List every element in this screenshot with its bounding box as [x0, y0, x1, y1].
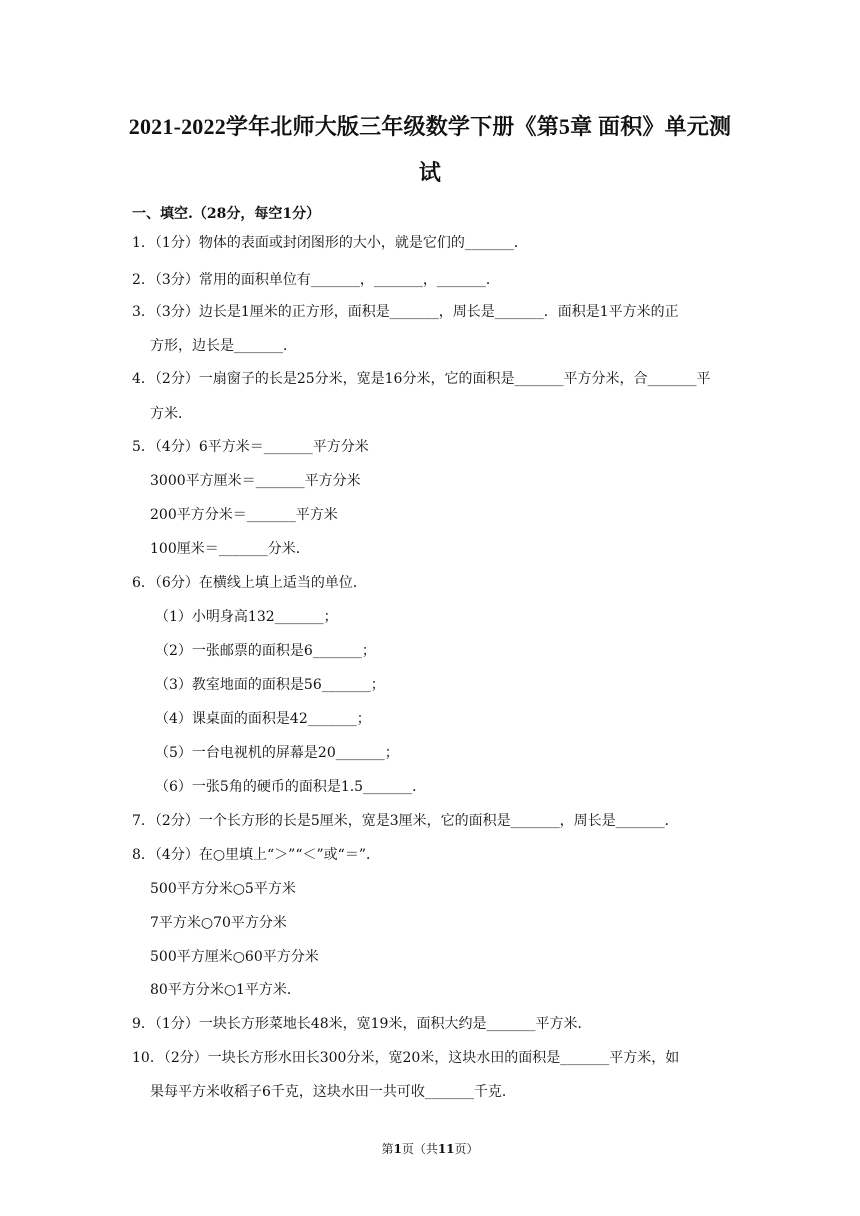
question-line: （4）课桌面的面积是42_______； [155, 711, 371, 727]
question-line: 9．（1分）一块长方形菜地长48米，宽19米，面积大约是_______平方米． [132, 1016, 592, 1032]
document-title: 2021-2022学年北师大版三年级数学下册《第5章 面积》单元测试 [128, 114, 732, 185]
question-line: 8．（4分）在○里填上“＞”“＜”或“＝”． [132, 847, 380, 863]
question-line: 7．（2分）一个长方形的长是5厘米，宽是3厘米，它的面积是_______，周长是_______． [132, 813, 679, 829]
section-heading: 一、填空.（28分，每空1分） [132, 206, 321, 222]
footer-page-number: 1 [393, 1142, 402, 1156]
question-line: 方米． [150, 406, 192, 422]
question-line: （2）一张邮票的面积是6_______； [155, 643, 376, 659]
question-line: （5）一台电视机的屏幕是20_______； [155, 745, 399, 761]
question-line: 果每平方米收稻子6千克，这块水田一共可收_______千克． [150, 1084, 516, 1100]
footer-suffix: 页） [454, 1142, 479, 1156]
question-line: 7平方米○70平方分米 [150, 915, 287, 931]
question-line: 方形，边长是_______． [150, 338, 297, 354]
footer-prefix: 第 [381, 1142, 394, 1156]
question-line: 500平方分米○5平方米 [150, 881, 296, 897]
question-line: 500平方厘米○60平方分米 [150, 949, 319, 965]
question-line: 100厘米＝_______分米． [150, 541, 310, 557]
page-footer [0, 1140, 860, 1157]
question-line: 3．（3分）边长是1厘米的正方形，面积是_______，周长是_______．面积是1平方米的正 [132, 304, 679, 320]
question-line: 200平方分米＝_______平方米 [150, 507, 338, 523]
question-line: （3）教室地面的面积是56_______； [155, 677, 385, 693]
question-line: 2．（3分）常用的面积单位有_______，_______，_______． [132, 272, 500, 288]
question-line: 4．（2分）一扇窗子的长是25分米，宽是16分米，它的面积是_______平方分米，合_______平 [132, 371, 711, 387]
question-line: （1）小明身高132_______； [155, 609, 338, 625]
question-line: （6）一张5角的硬币的面积是1.5_______． [155, 779, 427, 795]
footer-middle: 页（共 [401, 1142, 438, 1156]
question-line: 6．（6分）在横线上填上适当的单位． [132, 575, 367, 591]
question-line: 80平方分米○1平方米． [150, 982, 301, 998]
question-line: 5．（4分）6平方米＝_______平方分米 [132, 439, 369, 455]
footer-total-pages: 11 [437, 1142, 455, 1156]
question-line: 1．（1分）物体的表面或封闭图形的大小，就是它们的_______． [132, 235, 528, 251]
question-line: 10．（2分）一块长方形水田长300分米，宽20米，这块水田的面积是_______平方米，如 [132, 1050, 680, 1066]
question-line: 3000平方厘米＝_______平方分米 [150, 473, 361, 489]
